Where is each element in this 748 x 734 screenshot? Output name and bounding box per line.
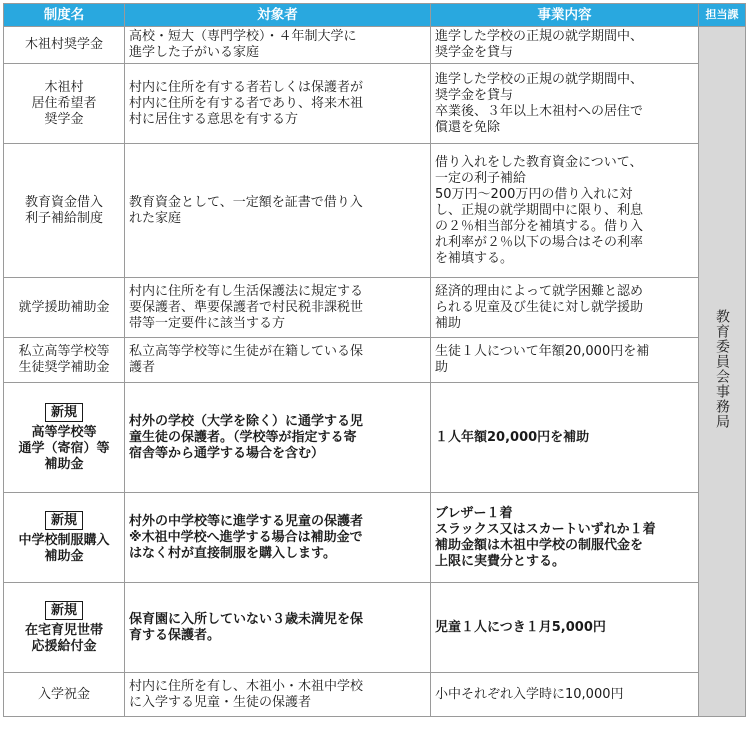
table-row: [4, 27, 746, 64]
content-cell: １人年額20,000円を補助: [431, 383, 699, 493]
table-row: [4, 338, 746, 383]
header-target: 対象者: [125, 4, 431, 27]
program-name: 入学祝金: [4, 673, 125, 717]
header-row: [4, 4, 746, 27]
target-cell: 村内に住所を有する者若しくは保護者が 村内に住所を有する者であり、将来木祖 村に居住する意思を有する方: [125, 64, 431, 144]
header-name: 制度名: [4, 4, 125, 27]
program-name: 就学援助補助金: [4, 278, 125, 338]
program-name: 新規 中学校制服購入 補助金: [4, 493, 125, 583]
table-row: [4, 383, 746, 493]
target-cell: 保育園に入所していない３歳未満児を保 育する保護者。: [125, 583, 431, 673]
table-row: [4, 64, 746, 144]
target-cell: 教育資金として、一定額を証書で借り入 れた家庭: [125, 144, 431, 278]
header-content: 事業内容: [431, 4, 699, 27]
program-name: 私立高等学校等 生徒奨学補助金: [4, 338, 125, 383]
content-cell: 小中それぞれ入学時に10,000円: [431, 673, 699, 717]
target-cell: 村内に住所を有し、木祖小・木祖中学校 に入学する児童・生徒の保護者: [125, 673, 431, 717]
target-cell: 高校・短大（専門学校）・４年制大学に 進学した子がいる家庭: [125, 27, 431, 64]
table-row: [4, 144, 746, 278]
program-name: 木祖村 居住希望者 奨学金: [4, 64, 125, 144]
dept-label: 教育委員会事務局: [714, 309, 730, 429]
program-name: 木祖村奨学金: [4, 27, 125, 64]
content-cell: 児童１人につき１月5,000円: [431, 583, 699, 673]
content-cell: 進学した学校の正規の就学期間中、 奨学金を貸与 卒業後、３年以上木祖村への居住で 償還を免除: [431, 64, 699, 144]
program-name: 教育資金借入 利子補給制度: [4, 144, 125, 278]
table-row: [4, 493, 746, 583]
target-cell: 私立高等学校等に生徒が在籍している保 護者: [125, 338, 431, 383]
content-cell: 経済的理由によって就学困難と認め られる児童及び生徒に対し就学援助 補助: [431, 278, 699, 338]
content-cell: 進学した学校の正規の就学期間中、 奨学金を貸与: [431, 27, 699, 64]
new-badge: 新規: [45, 511, 83, 530]
table-row: [4, 673, 746, 717]
target-cell: 村外の中学校等に進学する児童の保護者 ※木祖中学校へ進学する場合は補助金で はなく村が直接制服を購入します。: [125, 493, 431, 583]
table-row: [4, 278, 746, 338]
table-row: [4, 583, 746, 673]
program-name: 新規 在宅育児世帯 応援給付金: [4, 583, 125, 673]
target-cell: 村内に住所を有し生活保護法に規定する 要保護者、準要保護者で村民税非課税世 帯等一定要件に該当する方: [125, 278, 431, 338]
header-dept: 担当課: [699, 4, 746, 27]
target-cell: 村外の学校（大学を除く）に通学する児 童生徒の保護者。（学校等が指定する寄 宿舎等から通学する場合を含む）: [125, 383, 431, 493]
program-name: 新規 高等学校等 通学（寄宿）等 補助金: [4, 383, 125, 493]
subsidy-table: [3, 3, 746, 717]
new-badge: 新規: [45, 601, 83, 620]
new-badge: 新規: [45, 403, 83, 422]
content-cell: 生徒１人について年額20,000円を補 助: [431, 338, 699, 383]
dept-cell: [699, 27, 746, 717]
content-cell: ブレザー１着 スラックス又はスカートいずれか１着 補助金額は木祖中学校の制服代金を 上限に実費分とする。: [431, 493, 699, 583]
content-cell: 借り入れをした教育資金について、 一定の利子補給 50万円～200万円の借り入れに対 し、正規の就学期間中に限り、利息 の２％相当部分を補填する。借り入 れ利率が２％以下の場合はその利率 を補填する。: [431, 144, 699, 278]
